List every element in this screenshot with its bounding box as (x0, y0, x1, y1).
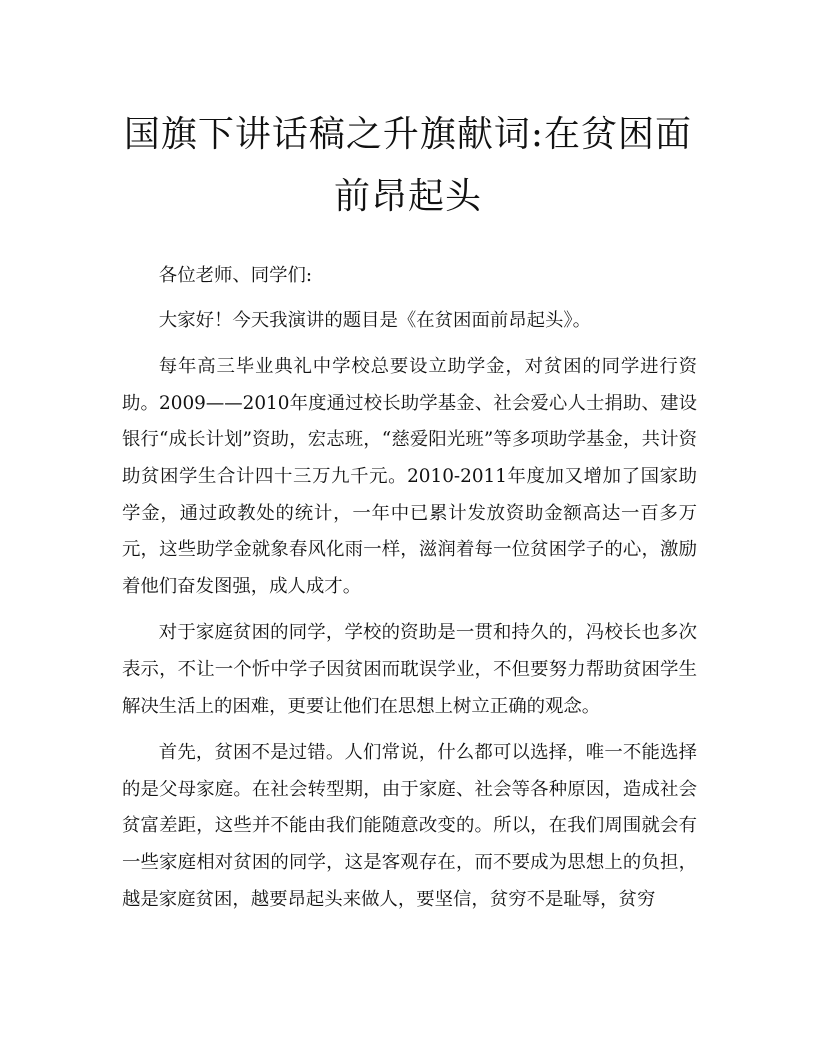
page-title: 国旗下讲话稿之升旗献词:在贫困面前昂起头 (123, 114, 693, 217)
body-paragraph: 对于家庭贫困的同学，学校的资助是一贯和持久的，冯校长也多次表示，不让一个忻中学子因贫困而耽误学业，不但要努力帮助贫困学生解决生活上的困难，更要让他们在思想上树立正确的观念。 (122, 622, 697, 717)
body-paragraph: 首先，贫困不是过错。人们常说，什么都可以选择，唯一不能选择的是父母家庭。在社会转型期，由于家庭、社会等各种原因，造成社会贫富差距，这些并不能由我们能随意改变的。所以，在我们周围就会有一些家庭相对贫困的同学，这是客观存在，而不要成为思想上的负担，越是家庭贫困，越要昂起头来做人，要坚信，贫穷不是耻辱，贫穷 (122, 742, 697, 910)
intro-paragraph: 大家好！今天我演讲的题目是《在贫困面前昂起头》。 (158, 309, 591, 331)
body-paragraph: 每年高三毕业典礼中学校总要设立助学金，对贫困的同学进行资助。2009——2010年度通过校长助学基金、社会爱心人士捐助、建设银行“成长计划”资助，宏志班，“慈爱阳光班”等多项助学基金，共计资助贫困学生合计四十三万九千元。2010-2011年度加又增加了国家助学金，通过政教处的统计，一年中已累计发放资助金额高达一百多万元，这些助学金就象春风化雨一样，滋润着每一位贫困学子的心，激励着他们奋发图强，成人成才。 (122, 356, 697, 597)
document-body (122, 258, 697, 928)
greeting-paragraph: 各位老师、同学们: (158, 265, 313, 286)
